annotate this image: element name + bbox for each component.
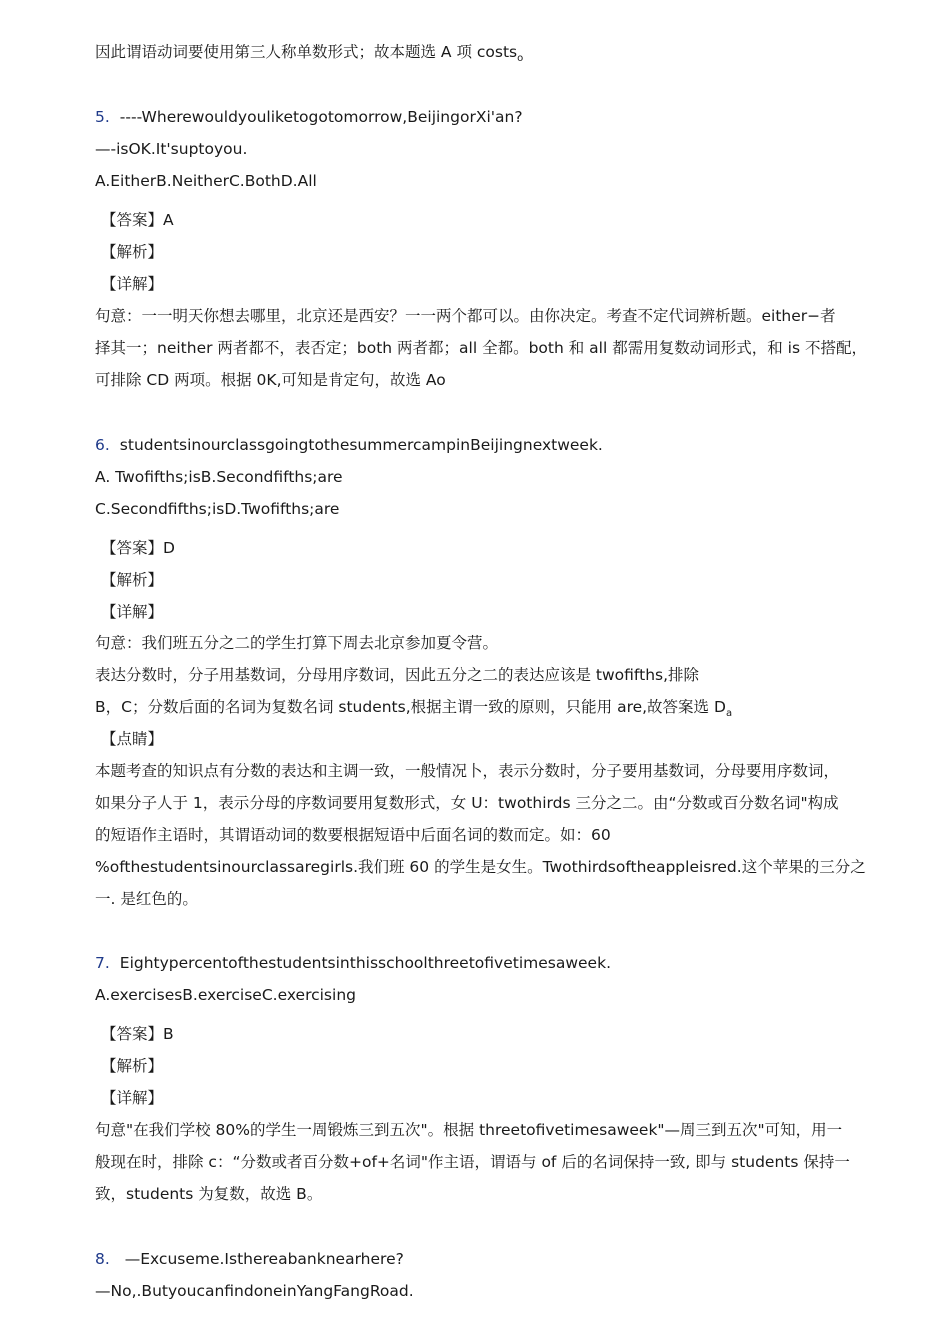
line-text: 可排除 CD 两项。根据 0K,可知是肯定句，故选 Ao	[95, 371, 446, 389]
line-text: 如果分子人于 1，表示分母的序数词要用复数形式，女 U：twothirds 三分之二。由“分数或百分数名词"构成	[95, 794, 839, 812]
line-text: 择其一；neither 两者都不，表否定；both 两者都；all 全都。both 和 all 都需用复数动词形式，和 is 不搭配，	[95, 339, 867, 357]
text-line	[95, 697, 732, 724]
text-line	[95, 857, 866, 877]
question-number: 6.	[95, 436, 110, 454]
line-text: 【答案】A	[101, 211, 174, 229]
text-line	[95, 139, 247, 159]
line-text: 本题考查的知识点有分数的表达和主调一致，一般情况卜，表示分数时，分子要用基数词，分母要用序数词，	[95, 762, 840, 780]
line-text: Eightypercentofthestudentsinthisschoolthreetofivetimesaweek.	[119, 954, 611, 972]
line-suffix: o	[517, 53, 524, 65]
text-line	[95, 889, 198, 909]
line-text: 【答案】D	[101, 539, 175, 557]
line-text: A.EitherB.NeitherC.BothD.All	[95, 172, 317, 190]
section-label	[95, 602, 163, 622]
text-line	[95, 825, 611, 845]
line-text: 句意：我们班五分之二的学生打算下周去北京参加夏令营。	[95, 634, 499, 652]
line-suffix: a	[725, 708, 733, 720]
section-label	[95, 274, 163, 294]
line-text: 【解析】	[101, 1057, 164, 1075]
question-number: 5.	[95, 108, 110, 126]
text-line	[95, 665, 699, 685]
text-line	[95, 1152, 850, 1172]
line-text: —-isOK.It'suptoyou.	[95, 140, 248, 158]
line-text: C.Secondfifths;isD.Twofifths;are	[95, 500, 340, 518]
text-line	[95, 306, 836, 326]
line-text: 句意：一一明天你想去哪里，北京还是西安？一一两个都可以。由你决定。考查不定代词辨析题。either−者	[95, 307, 836, 325]
line-text: A.exercisesB.exerciseC.exercising	[95, 986, 356, 1004]
text-line	[95, 761, 839, 781]
line-text: 的短语作主语时，其谓语动词的数要根据短语中后面名词的数而定。如：60	[95, 826, 611, 844]
section-label	[95, 570, 163, 590]
text-line	[95, 499, 339, 519]
text-line	[95, 171, 317, 191]
line-text: 【答案】B	[101, 1025, 174, 1043]
line-text: %ofthestudentsinourclassaregirls.我们班 60 的学生是女生。Twothirdsoftheappleisred.这个苹果的三分之	[95, 858, 866, 876]
line-text: B，C；分数后面的名词为复数名词 students,根据主谓一致的原则，只能用 are,故答案选 D	[95, 698, 726, 716]
text-line	[95, 1281, 414, 1301]
question-line	[95, 953, 611, 973]
question-line	[95, 1249, 404, 1269]
text-line	[95, 985, 356, 1005]
line-text: 致，students 为复数，故选 B。	[95, 1185, 323, 1203]
section-label	[95, 538, 175, 558]
section-label	[95, 210, 174, 230]
line-text: 表达分数时，分子用基数词，分母用序数词，因此五分之二的表达应该是 twofifths,排除	[95, 666, 700, 684]
line-text: studentsinourclassgoingtothesummercampinBeijingnextweek.	[119, 436, 603, 454]
text-line	[95, 370, 446, 390]
question-line	[95, 435, 603, 455]
text-line	[95, 793, 839, 813]
line-text: 一. 是红色的。	[95, 890, 198, 908]
text-line	[95, 42, 523, 69]
line-text: 般现在时，排除 c：“分数或者百分数+of+名词"作主语，谓语与 of 后的名词保持一致, 即与 students 保持一	[95, 1153, 850, 1171]
line-text: 因此谓语动词要使用第三人称单数形式；故本题选 A 项 costs	[95, 43, 518, 61]
question-number: 7.	[95, 954, 110, 972]
line-text: —No,.ButyoucanfindoneinYangFangRoad.	[95, 1282, 414, 1300]
line-text: 【解析】	[101, 243, 164, 261]
line-text: 【详解】	[101, 1089, 164, 1107]
line-text: 句意"在我们学校 80%的学生一周锻炼三到五次"。根据 threetofivetimesaweek"—周三到五次"可知，用一	[95, 1121, 843, 1139]
question-line	[95, 107, 523, 127]
text-line	[95, 1184, 322, 1204]
question-number: 8.	[95, 1250, 110, 1268]
text-line	[95, 1120, 842, 1140]
line-text: A. Twofifths;isB.Secondfifths;are	[95, 468, 343, 486]
section-label	[95, 242, 163, 262]
line-text: —Excuseme.Isthereabanknearhere?	[119, 1250, 404, 1268]
text-line	[95, 338, 867, 358]
text-line	[95, 633, 498, 653]
section-label	[95, 729, 163, 749]
section-label	[95, 1088, 163, 1108]
line-text: 【解析】	[101, 571, 164, 589]
text-line	[95, 467, 343, 487]
line-text: 【详解】	[101, 603, 164, 621]
line-text: 【点睛】	[101, 730, 164, 748]
section-label	[95, 1056, 163, 1076]
line-text: ----Wherewouldyouliketogotomorrow,BeijingorXi'an?	[119, 108, 523, 126]
line-text: 【详解】	[101, 275, 164, 293]
section-label	[95, 1024, 174, 1044]
